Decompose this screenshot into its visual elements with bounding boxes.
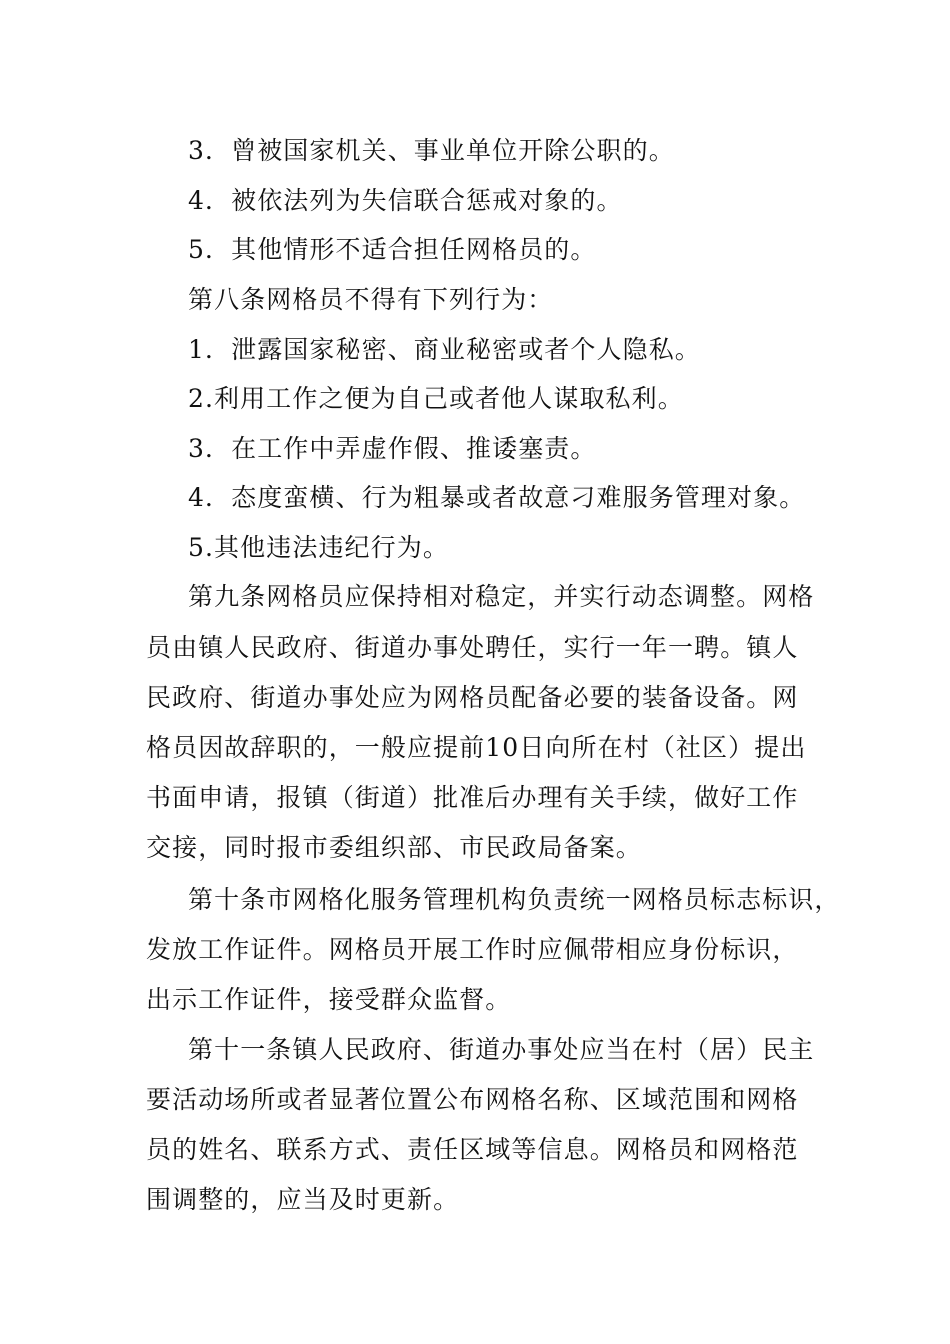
- article-10-line: 出示工作证件，接受群众监督。: [146, 985, 512, 1014]
- article-9-line: 员由镇人民政府、街道办事处聘任，实行一年一聘。镇人: [146, 633, 799, 662]
- article-11-line: 围调整的，应当及时更新。: [146, 1185, 460, 1214]
- list-item-disqualification-5: 5．其他情形不适合担任网格员的。: [188, 235, 597, 264]
- list-item-prohibited-5: 5.其他违法违纪行为。: [188, 533, 449, 562]
- list-item-prohibited-3: 3．在工作中弄虚作假、推诿塞责。: [188, 434, 597, 463]
- list-item-disqualification-4: 4．被依法列为失信联合惩戒对象的。: [188, 186, 623, 215]
- list-item-prohibited-4: 4．态度蛮横、行为粗暴或者故意刁难服务管理对象。: [188, 483, 806, 512]
- article-9-line: 民政府、街道办事处应为网格员配备必要的装备设备。网: [146, 683, 799, 712]
- article-11-line: 第十一条镇人民政府、街道办事处应当在村（居）民主: [188, 1035, 815, 1064]
- article-11-line: 要活动场所或者显著位置公布网格名称、区域范围和网格: [146, 1085, 799, 1114]
- article-9-line: 交接，同时报市委组织部、市民政局备案。: [146, 833, 642, 862]
- list-item-prohibited-2: 2.利用工作之便为自己或者他人谋取私利。: [188, 384, 684, 413]
- article-9-line: 格员因故辞职的，一般应提前10日向所在村（社区）提出: [146, 733, 807, 762]
- list-item-prohibited-1: 1．泄露国家秘密、商业秘密或者个人隐私。: [188, 335, 701, 364]
- article-9-line: 书面申请，报镇（街道）批准后办理有关手续，做好工作: [146, 783, 799, 812]
- article-10-line: 第十条市网格化服务管理机构负责统一网格员标志标识，: [188, 885, 841, 914]
- article-10-line: 发放工作证件。网格员开展工作时应佩带相应身份标识，: [146, 935, 799, 964]
- list-item-disqualification-3: 3．曾被国家机关、事业单位开除公职的。: [188, 136, 675, 165]
- article-11-line: 员的姓名、联系方式、责任区域等信息。网格员和网格范: [146, 1135, 799, 1164]
- article-9-line: 第九条网格员应保持相对稳定，并实行动态调整。网格: [188, 582, 815, 611]
- article-8-heading: 第八条网格员不得有下列行为：: [188, 285, 554, 314]
